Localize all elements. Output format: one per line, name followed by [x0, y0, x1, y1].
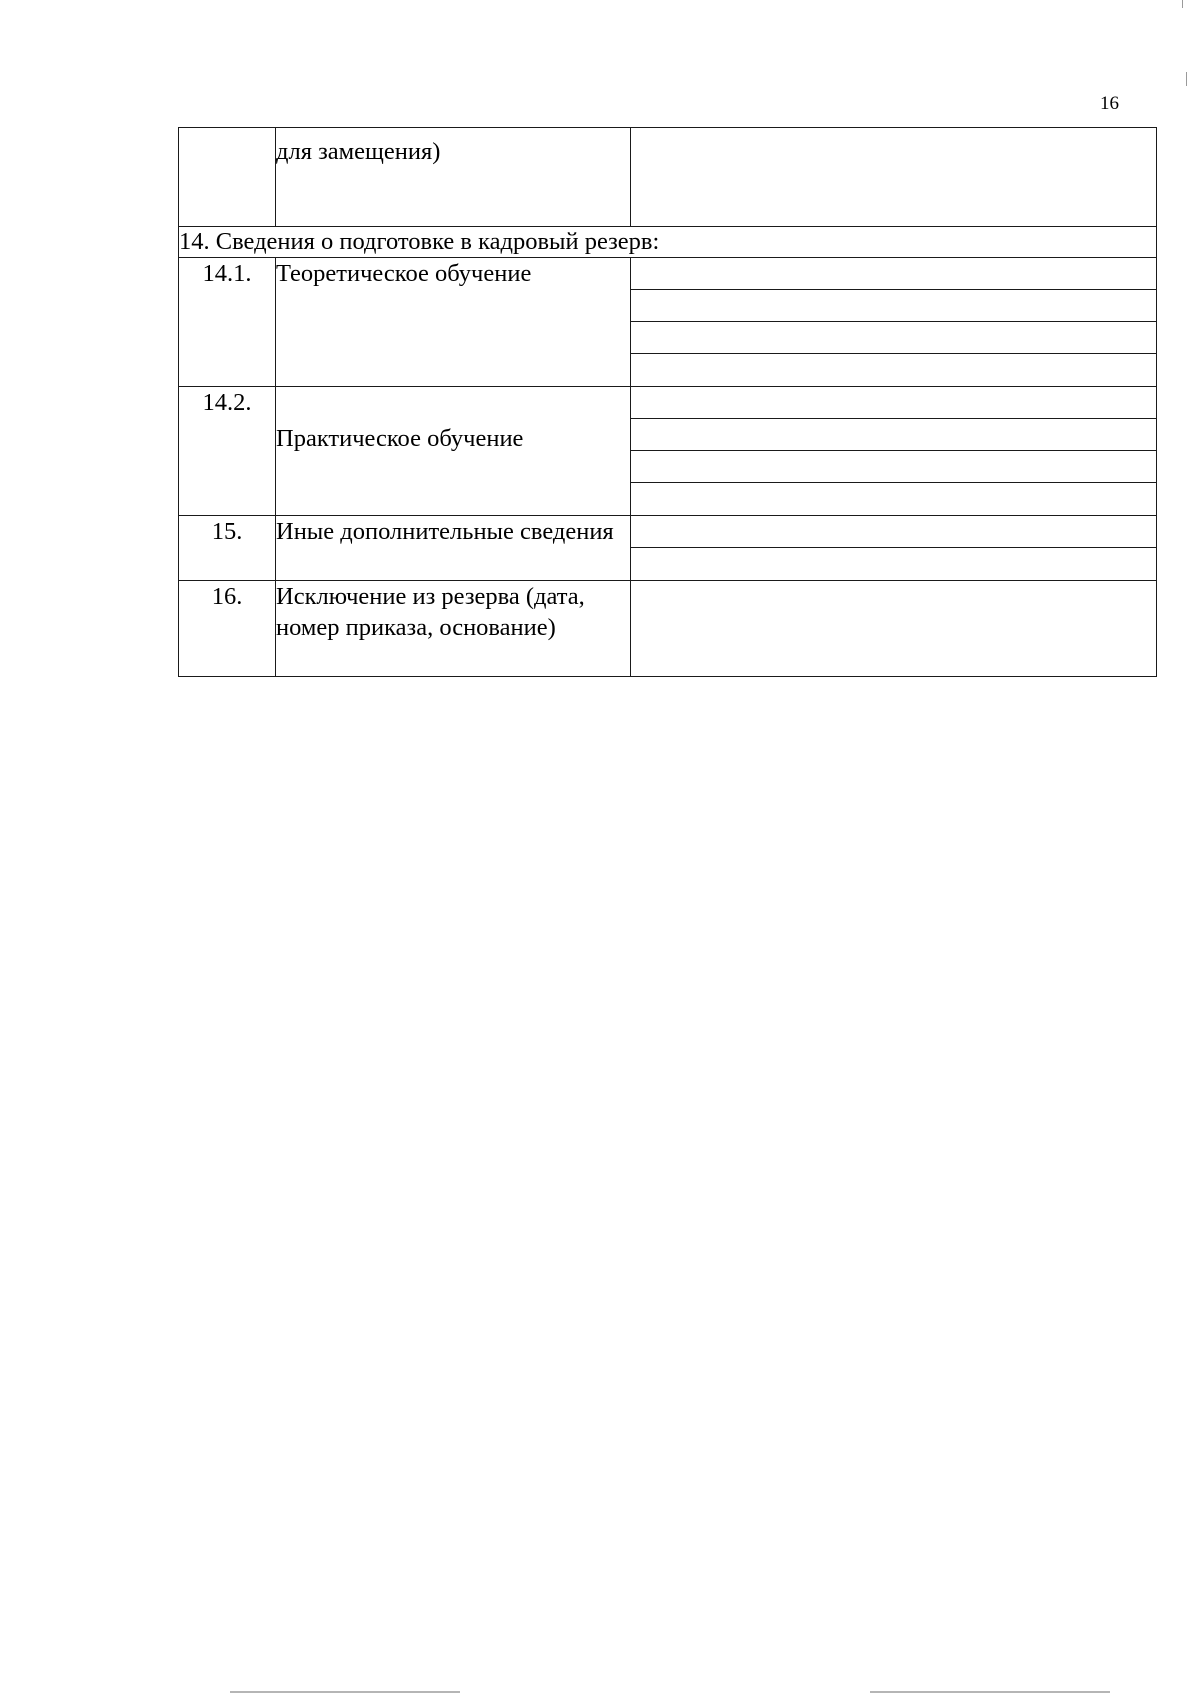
value-line-field[interactable] [631, 354, 1156, 386]
row-number-cell: 14.1. [179, 258, 276, 387]
table-row [179, 387, 1157, 516]
value-line-field[interactable] [631, 290, 1156, 322]
row-label-cell [276, 387, 631, 516]
row-label-cell: для замещения) [276, 128, 631, 227]
table-row [179, 581, 1157, 677]
row-value-cell [631, 258, 1157, 387]
row-label-cell: Иные дополнительные сведения [276, 516, 631, 581]
value-line-field[interactable] [631, 387, 1156, 419]
table-row [179, 258, 1157, 387]
scan-edge-artifact [870, 1691, 1110, 1693]
row-label-cell: Исключение из резерва (дата, номер приказа, основание) [276, 581, 631, 677]
row-label-cell: Теоретическое обучение [276, 258, 631, 387]
scan-mark [1186, 72, 1187, 86]
row-number-cell [179, 128, 276, 227]
value-line-field[interactable] [631, 258, 1156, 290]
section-heading-row [179, 227, 1157, 258]
row-value-cell[interactable] [631, 581, 1157, 677]
value-line-field[interactable] [631, 548, 1156, 580]
row-value-cell[interactable] [631, 128, 1157, 227]
scan-mark [1182, 0, 1183, 8]
value-line-field[interactable] [631, 483, 1156, 515]
row-number-cell: 14.2. [179, 387, 276, 516]
row-number-cell: 16. [179, 581, 276, 677]
section-14-heading: 14. Сведения о подготовке в кадровый резерв: [179, 227, 1157, 258]
value-line-field[interactable] [631, 516, 1156, 548]
row-number-cell: 15. [179, 516, 276, 581]
table-row [179, 516, 1157, 581]
row-label-text: Практическое обучение [276, 425, 524, 452]
scan-edge-artifact [230, 1691, 460, 1693]
reserve-info-table [178, 127, 1157, 677]
table-row [179, 128, 1157, 227]
page-number: 16 [1100, 93, 1119, 114]
value-line-field[interactable] [631, 451, 1156, 483]
value-line-field[interactable] [631, 419, 1156, 451]
row-value-cell [631, 387, 1157, 516]
value-line-field[interactable] [631, 322, 1156, 354]
row-value-cell [631, 516, 1157, 581]
